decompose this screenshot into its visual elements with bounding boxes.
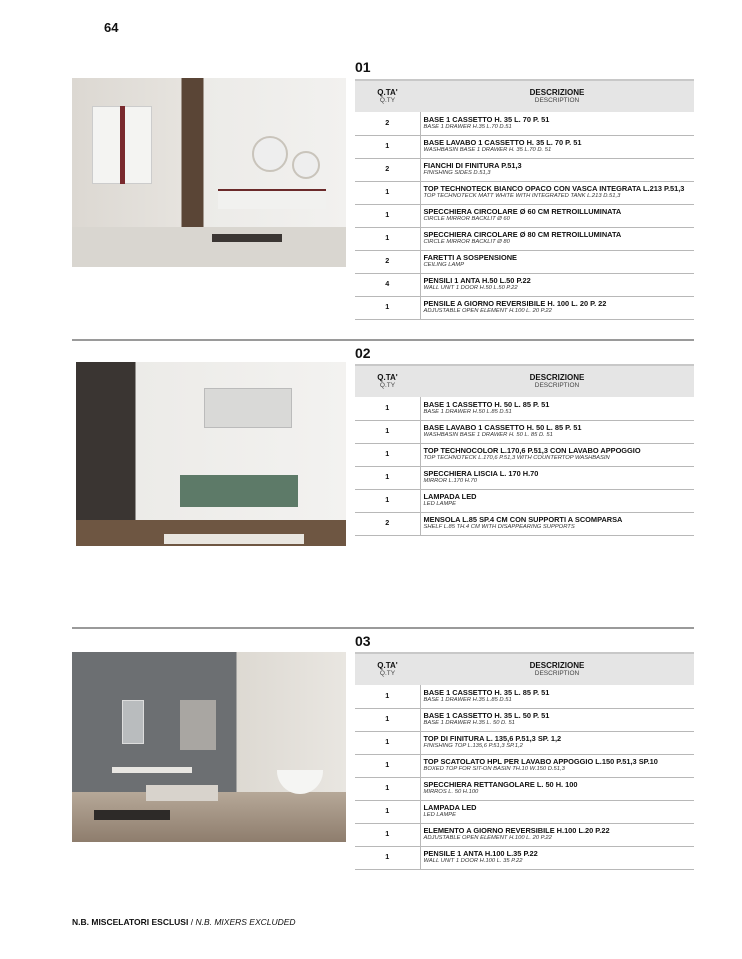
description [420, 296, 694, 319]
description-en: MIRROS L. 50 H.100 [423, 789, 479, 796]
description [420, 731, 694, 754]
description-en: BASE 1 DRAWER H.35 L. 50 D. 51 [423, 720, 515, 727]
description-en: ADJUSTABLE OPEN ELEMENT H.100 L. 20 P.22 [423, 835, 552, 842]
description [420, 273, 694, 296]
description [420, 181, 694, 204]
table-row [355, 296, 694, 319]
quantity: 2 [355, 158, 420, 181]
quantity: 1 [355, 397, 420, 420]
description-it: ELEMENTO A GIORNO REVERSIBILE H.100 L.20 P.22 [423, 825, 610, 835]
section-number-02: 02 [355, 345, 371, 361]
description [420, 227, 694, 250]
quantity: 1 [355, 443, 420, 466]
description [420, 250, 694, 273]
description-it: BASE LAVABO 1 CASSETTO H. 35 L. 70 P. 51 [423, 137, 582, 147]
description-en: TOP TECHNOTECK MATT WHITE WITH INTEGRATED TANK L.213 D.51,3 [423, 193, 621, 200]
quantity: 1 [355, 777, 420, 800]
description-en: ADJUSTABLE OPEN ELEMENT H.100 L. 20 P.22 [423, 308, 552, 315]
description [420, 489, 694, 512]
description-en: BASE 1 DRAWER H.35 L.85 D.51 [423, 697, 512, 704]
description-en: TOP TECHNOTECK L.170,6 P.51,3 WITH COUNTERTOP WASHBASIN [423, 455, 610, 462]
table-row [355, 273, 694, 296]
quantity: 1 [355, 846, 420, 869]
page-number: 64 [104, 20, 119, 35]
description [420, 823, 694, 846]
description-en: FINISHING SIDES D.51,3 [423, 170, 491, 177]
table-row [355, 685, 694, 708]
table-row [355, 846, 694, 869]
description [420, 420, 694, 443]
quantity: 1 [355, 489, 420, 512]
bathroom-photo-02 [76, 362, 346, 546]
description-en: WASHBASIN BASE 1 DRAWER H. 35 L.70 D. 51 [423, 147, 552, 154]
description-it: PENSILE 1 ANTA H.100 L.35 P.22 [423, 848, 538, 858]
quantity: 1 [355, 420, 420, 443]
footer-note-en: N.B. MIXERS EXCLUDED [195, 917, 296, 927]
description-it: BASE 1 CASSETTO H. 35 L. 70 P. 51 [423, 114, 550, 124]
quantity: 1 [355, 181, 420, 204]
description-it: TOP TECHNOCOLOR L.170,6 P.51,3 CON LAVABO APPOGGIO [423, 445, 641, 455]
table-row [355, 250, 694, 273]
footer-note-it: N.B. MISCELATORI ESCLUSI [72, 917, 189, 927]
description [420, 512, 694, 535]
description-header: DESCRIZIONE DESCRIPTION [420, 365, 694, 397]
quantity: 2 [355, 250, 420, 273]
description [420, 754, 694, 777]
items-table-02 [355, 364, 694, 536]
description-it: PENSILE A GIORNO REVERSIBILE H. 100 L. 20 P. 22 [423, 298, 607, 308]
section-divider [72, 339, 694, 341]
items-table-01 [355, 79, 694, 320]
description [420, 708, 694, 731]
quantity: 1 [355, 135, 420, 158]
description-it: SPECCHIERA RETTANGOLARE L. 50 H. 100 [423, 779, 578, 789]
table-row [355, 204, 694, 227]
table-row [355, 420, 694, 443]
quantity: 1 [355, 685, 420, 708]
description-it: FARETTI A SOSPENSIONE [423, 252, 517, 262]
bathroom-photo-03 [72, 652, 346, 842]
description-it: BASE 1 CASSETTO H. 50 L. 85 P. 51 [423, 399, 550, 409]
table-row [355, 777, 694, 800]
description-it: TOP SCATOLATO HPL PER LAVABO APPOGGIO L.150 P.51,3 SP.10 [423, 756, 658, 766]
table-row [355, 708, 694, 731]
description-it: SPECCHIERA CIRCOLARE Ø 60 CM RETROILLUMINATA [423, 206, 622, 216]
quantity: 1 [355, 823, 420, 846]
description [420, 158, 694, 181]
description-en: MIRROR L.170 H.70 [423, 478, 477, 485]
description-it: LAMPADA LED [423, 802, 477, 812]
table-row [355, 158, 694, 181]
description [420, 112, 694, 135]
table-row [355, 466, 694, 489]
table-row [355, 135, 694, 158]
table-row [355, 512, 694, 535]
items-table-03 [355, 652, 694, 870]
description-it: TOP DI FINITURA L. 135,6 P.51,3 SP. 1,2 [423, 733, 562, 743]
table-row [355, 731, 694, 754]
description-en: WALL UNIT 1 DOOR H.100 L. 35 P.22 [423, 858, 523, 865]
table-row [355, 489, 694, 512]
quantity: 1 [355, 800, 420, 823]
table-row [355, 112, 694, 135]
quantity: 1 [355, 708, 420, 731]
description-en: BOXED TOP FOR SIT-ON BASIN TH.10 W.150 D.51,3 [423, 766, 565, 773]
table-row [355, 443, 694, 466]
table-row [355, 397, 694, 420]
description-en: LED LAMPE [423, 501, 457, 508]
description [420, 846, 694, 869]
description [420, 397, 694, 420]
description [420, 204, 694, 227]
quantity: 2 [355, 512, 420, 535]
table-row [355, 800, 694, 823]
description-it: BASE 1 CASSETTO H. 35 L. 50 P. 51 [423, 710, 550, 720]
description-en: CEILING LAMP [423, 262, 465, 269]
description-header: DESCRIZIONE DESCRIPTION [420, 653, 694, 685]
table-row [355, 754, 694, 777]
description-it: SPECCHIERA CIRCOLARE Ø 80 CM RETROILLUMINATA [423, 229, 622, 239]
quantity: 2 [355, 112, 420, 135]
footer-note: N.B. MISCELATORI ESCLUSI / N.B. MIXERS EXCLUDED [72, 917, 296, 927]
description [420, 685, 694, 708]
description-en: LED LAMPE [423, 812, 457, 819]
description [420, 777, 694, 800]
table-row [355, 823, 694, 846]
description-en: SHELF L.85 TH.4 CM WITH DISAPPEARING SUPPORTS [423, 524, 575, 531]
description-it: MENSOLA L.85 SP.4 CM CON SUPPORTI A SCOMPARSA [423, 514, 623, 524]
description-it: FIANCHI DI FINITURA P.51,3 [423, 160, 522, 170]
quantity: 1 [355, 227, 420, 250]
bathroom-photo-01 [72, 78, 346, 267]
description [420, 135, 694, 158]
section-number-03: 03 [355, 633, 371, 649]
description-header: DESCRIZIONE DESCRIPTION [420, 80, 694, 112]
quantity: 1 [355, 754, 420, 777]
description-en: FINISHING TOP L.135,6 P.51,3 SP.1,2 [423, 743, 523, 750]
table-row [355, 227, 694, 250]
description-en: CIRCLE MIRROR BACKLIT Ø 60 [423, 216, 510, 223]
description-en: WASHBASIN BASE 1 DRAWER H. 50 L. 85 D. 51 [423, 432, 553, 439]
description-en: BASE 1 DRAWER H.50 L.85 D.51 [423, 409, 512, 416]
description-en: BASE 1 DRAWER H.35 L.70 D.51 [423, 124, 512, 131]
section-number-01: 01 [355, 59, 371, 75]
description-it: BASE 1 CASSETTO H. 35 L. 85 P. 51 [423, 687, 550, 697]
description [420, 800, 694, 823]
quantity: 1 [355, 466, 420, 489]
section-divider [72, 627, 694, 629]
qty-header: Q.TA' Q.TY [355, 365, 420, 397]
qty-header: Q.TA' Q.TY [355, 80, 420, 112]
description [420, 443, 694, 466]
description-it: LAMPADA LED [423, 491, 477, 501]
description-it: PENSILI 1 ANTA H.50 L.50 P.22 [423, 275, 531, 285]
description-en: CIRCLE MIRROR BACKLIT Ø 80 [423, 239, 510, 246]
quantity: 4 [355, 273, 420, 296]
description-it: TOP TECHNOTECK BIANCO OPACO CON VASCA INTEGRATA L.213 P.51,3 [423, 183, 685, 193]
table-row [355, 181, 694, 204]
description-it: BASE LAVABO 1 CASSETTO H. 50 L. 85 P. 51 [423, 422, 582, 432]
quantity: 1 [355, 204, 420, 227]
description-en: WALL UNIT 1 DOOR H.50 L.50 P.22 [423, 285, 518, 292]
qty-header: Q.TA' Q.TY [355, 653, 420, 685]
quantity: 1 [355, 731, 420, 754]
quantity: 1 [355, 296, 420, 319]
description [420, 466, 694, 489]
description-it: SPECCHIERA LISCIA L. 170 H.70 [423, 468, 539, 478]
